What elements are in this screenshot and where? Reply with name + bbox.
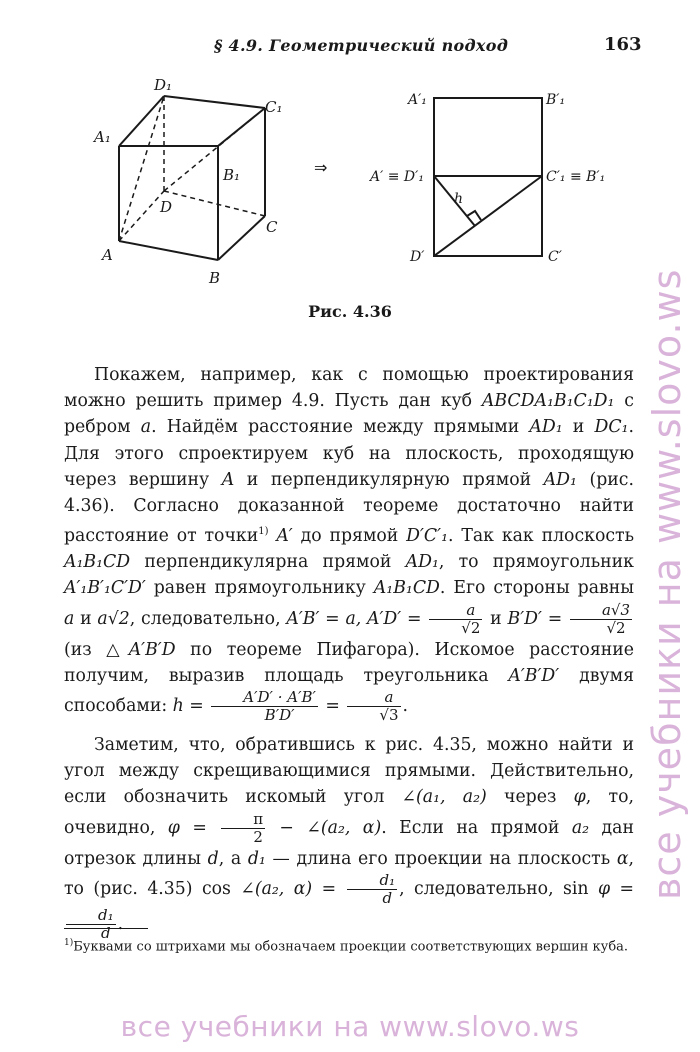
edge-A-D xyxy=(119,191,164,241)
edge-D1-C1 xyxy=(164,96,265,108)
edge-D-C xyxy=(164,191,265,216)
page-number: 163 xyxy=(604,34,642,55)
projection-figure xyxy=(360,80,620,280)
line-A-D1 xyxy=(119,96,164,241)
fraction-a-sqrt2: $\frac{a}{√2}$ xyxy=(429,602,482,637)
label-A1: A₁ xyxy=(94,128,111,146)
running-head: § 4.9. Геометрический подход xyxy=(214,36,509,55)
fraction-a-sqrt3: $\frac{a}{√3}$ xyxy=(347,689,400,724)
paragraph-1: Покажем, например, как с помощью проектирования можно решить пример 4.9. Пусть дан куб ABCDA₁B₁C₁D₁ с ребром a. Найдём расстояние между прямыми AD₁ и DC₁. Для этого спроектируем куб на плоскость, проходящую через вершину A и перпендикулярную прямой AD₁ (рис. 4.36). Согласно доказанной теореме достаточно найти расстояние от точки$^{1)}$ A′ до прямой D′C′₁. Так как плоскость A₁B₁CD перпендикулярна прямой AD₁, то прямоугольник A′₁B′₁C′D′ равен прямоугольнику A₁B₁CD. Его стороны равны a и a√2, следовательно, A′B′ = a, A′D′ = $\frac{a}{√2}$ и B′D′ = $\frac{a√3}{√2}$ (из △A′B′D по теореме Пифагора). Искомое расстояние получим, выразив площадь треугольника A′B′D′ двумя способами: h = $\frac{A'D' \cdot A'B'}{B'D'}$ = $\frac{a}{√3}$ . xyxy=(64,365,635,724)
label-C1-B1: C′₁ ≡ B′₁ xyxy=(546,169,606,185)
footnote-mark: 1) xyxy=(64,938,74,948)
line-D-C1 xyxy=(164,108,265,191)
edge-A-B xyxy=(119,241,218,260)
label-A1p: A′₁ xyxy=(408,92,427,108)
footnote-rule xyxy=(64,928,148,929)
diagonal-Dp-C1p xyxy=(434,176,542,256)
label-D1: D₁ xyxy=(154,76,173,94)
fraction-area: $\frac{A'D' \cdot A'B'}{B'D'}$ xyxy=(211,689,318,724)
label-Dp: D′ xyxy=(410,249,425,265)
paragraph-2: Заметим, что, обратившись к рис. 4.35, можно найти и угол между скрещивающимися прямыми. Действительно, если обозначить искомый угол ∠(a₁, a₂) через φ, то, очевидно, φ = $\frac{\pi}{2}$ − ∠(a₂, α). Если на прямой a₂ дан отрезок длины d, а d₁ — длина его проекции на плоскость α, то (рис. 4.35) cos ∠(a₂, α) = $\frac{\text{d₁}}{d}$ , следовательно, sin φ = $\frac{\text{d₁}}{d}$ . xyxy=(64,735,634,942)
fraction-d1-d-b: $\frac{\text{d₁}}{d}$ xyxy=(66,907,116,942)
fraction-d1-d-a: $\frac{\text{d₁}}{d}$ xyxy=(347,872,397,907)
cube-figure xyxy=(90,72,300,292)
label-D: D xyxy=(160,198,173,216)
bottom-watermark[interactable]: все учебники на www.slovo.ws xyxy=(120,1010,580,1043)
label-B1p: B′₁ xyxy=(546,92,566,108)
fraction-asqrt3-sqrt2: $\frac{a√3}{√2}$ xyxy=(570,602,632,637)
figure-caption: Рис. 4.36 xyxy=(308,302,392,321)
side-watermark: все учебники на www.slovo.ws xyxy=(645,268,689,900)
edge-A1-D1 xyxy=(119,96,164,146)
edge-C-B xyxy=(218,216,265,260)
label-C: C xyxy=(266,218,278,236)
label-A-D1: A′ ≡ D′₁ xyxy=(370,169,424,185)
footnote-text: Буквами со штрихами мы обозначаем проекции соответствующих вершин куба. xyxy=(73,939,629,955)
label-C1: C₁ xyxy=(265,98,283,116)
body-text xyxy=(64,362,634,942)
label-B1: B₁ xyxy=(223,166,241,184)
footnote xyxy=(64,934,634,956)
label-B: B xyxy=(209,269,221,287)
label-A: A xyxy=(102,246,113,264)
arrow-glyph: ⇒ xyxy=(314,158,328,177)
label-h: h xyxy=(454,191,464,207)
label-Cp: C′ xyxy=(548,249,562,265)
page-header xyxy=(0,30,700,60)
footnote-ref: 1) xyxy=(258,526,269,538)
implication-arrow xyxy=(310,156,340,180)
fraction-pi-2: $\frac{\pi}{2}$ xyxy=(221,811,265,846)
